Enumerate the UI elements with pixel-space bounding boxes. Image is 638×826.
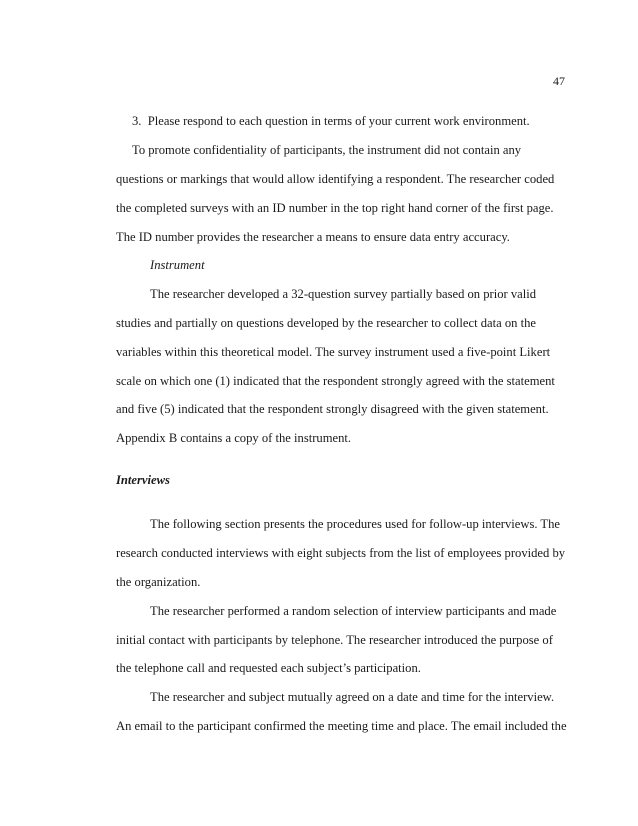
paragraph-line: scale on which one (1) indicated that the respondent strongly agreed with the statement bbox=[116, 374, 555, 388]
paragraph-line: the organization. bbox=[116, 575, 201, 589]
paragraph-line: and five (5) indicated that the respondent strongly disagreed with the given statement. bbox=[116, 402, 549, 416]
paragraph-line: Appendix B contains a copy of the instrument. bbox=[116, 431, 352, 445]
paragraph-line: research conducted interviews with eight subjects from the list of employees provided by bbox=[116, 546, 566, 560]
paragraph-line: the telephone call and requested each subject’s participation. bbox=[116, 661, 421, 675]
paragraph-line: The researcher developed a 32-question survey partially based on prior valid bbox=[150, 287, 537, 301]
paragraph-line: The researcher performed a random selection of interview participants and made bbox=[150, 604, 557, 618]
paragraph-line: studies and partially on questions developed by the researcher to collect data on the bbox=[116, 316, 537, 330]
paragraph-line: An email to the participant confirmed the meeting time and place. The email included the bbox=[116, 719, 567, 733]
paragraph-line: To promote confidentiality of participants, the instrument did not contain any bbox=[132, 143, 522, 157]
list-item-marker: 3. bbox=[132, 114, 142, 128]
section-heading-interviews: Interviews bbox=[116, 473, 170, 487]
paragraph-line: the completed surveys with an ID number in the top right hand corner of the first page. bbox=[116, 201, 554, 215]
page-number: 47 bbox=[553, 74, 565, 88]
paragraph-line: The researcher and subject mutually agreed on a date and time for the interview. bbox=[150, 690, 555, 704]
list-item-text: Please respond to each question in terms of your current work environment. bbox=[147, 114, 530, 128]
paragraph-line: variables within this theoretical model. The survey instrument used a five-point Likert bbox=[116, 345, 551, 359]
paragraph-line: questions or markings that would allow identifying a respondent. The researcher coded bbox=[116, 172, 555, 186]
paragraph-line: The following section presents the procedures used for follow-up interviews. The bbox=[150, 517, 561, 531]
list-item-3 bbox=[132, 112, 530, 130]
subheading-instrument: Instrument bbox=[150, 258, 205, 272]
paragraph-line: initial contact with participants by telephone. The researcher introduced the purpose of bbox=[116, 633, 553, 647]
paragraph-line: The ID number provides the researcher a means to ensure data entry accuracy. bbox=[116, 230, 510, 244]
